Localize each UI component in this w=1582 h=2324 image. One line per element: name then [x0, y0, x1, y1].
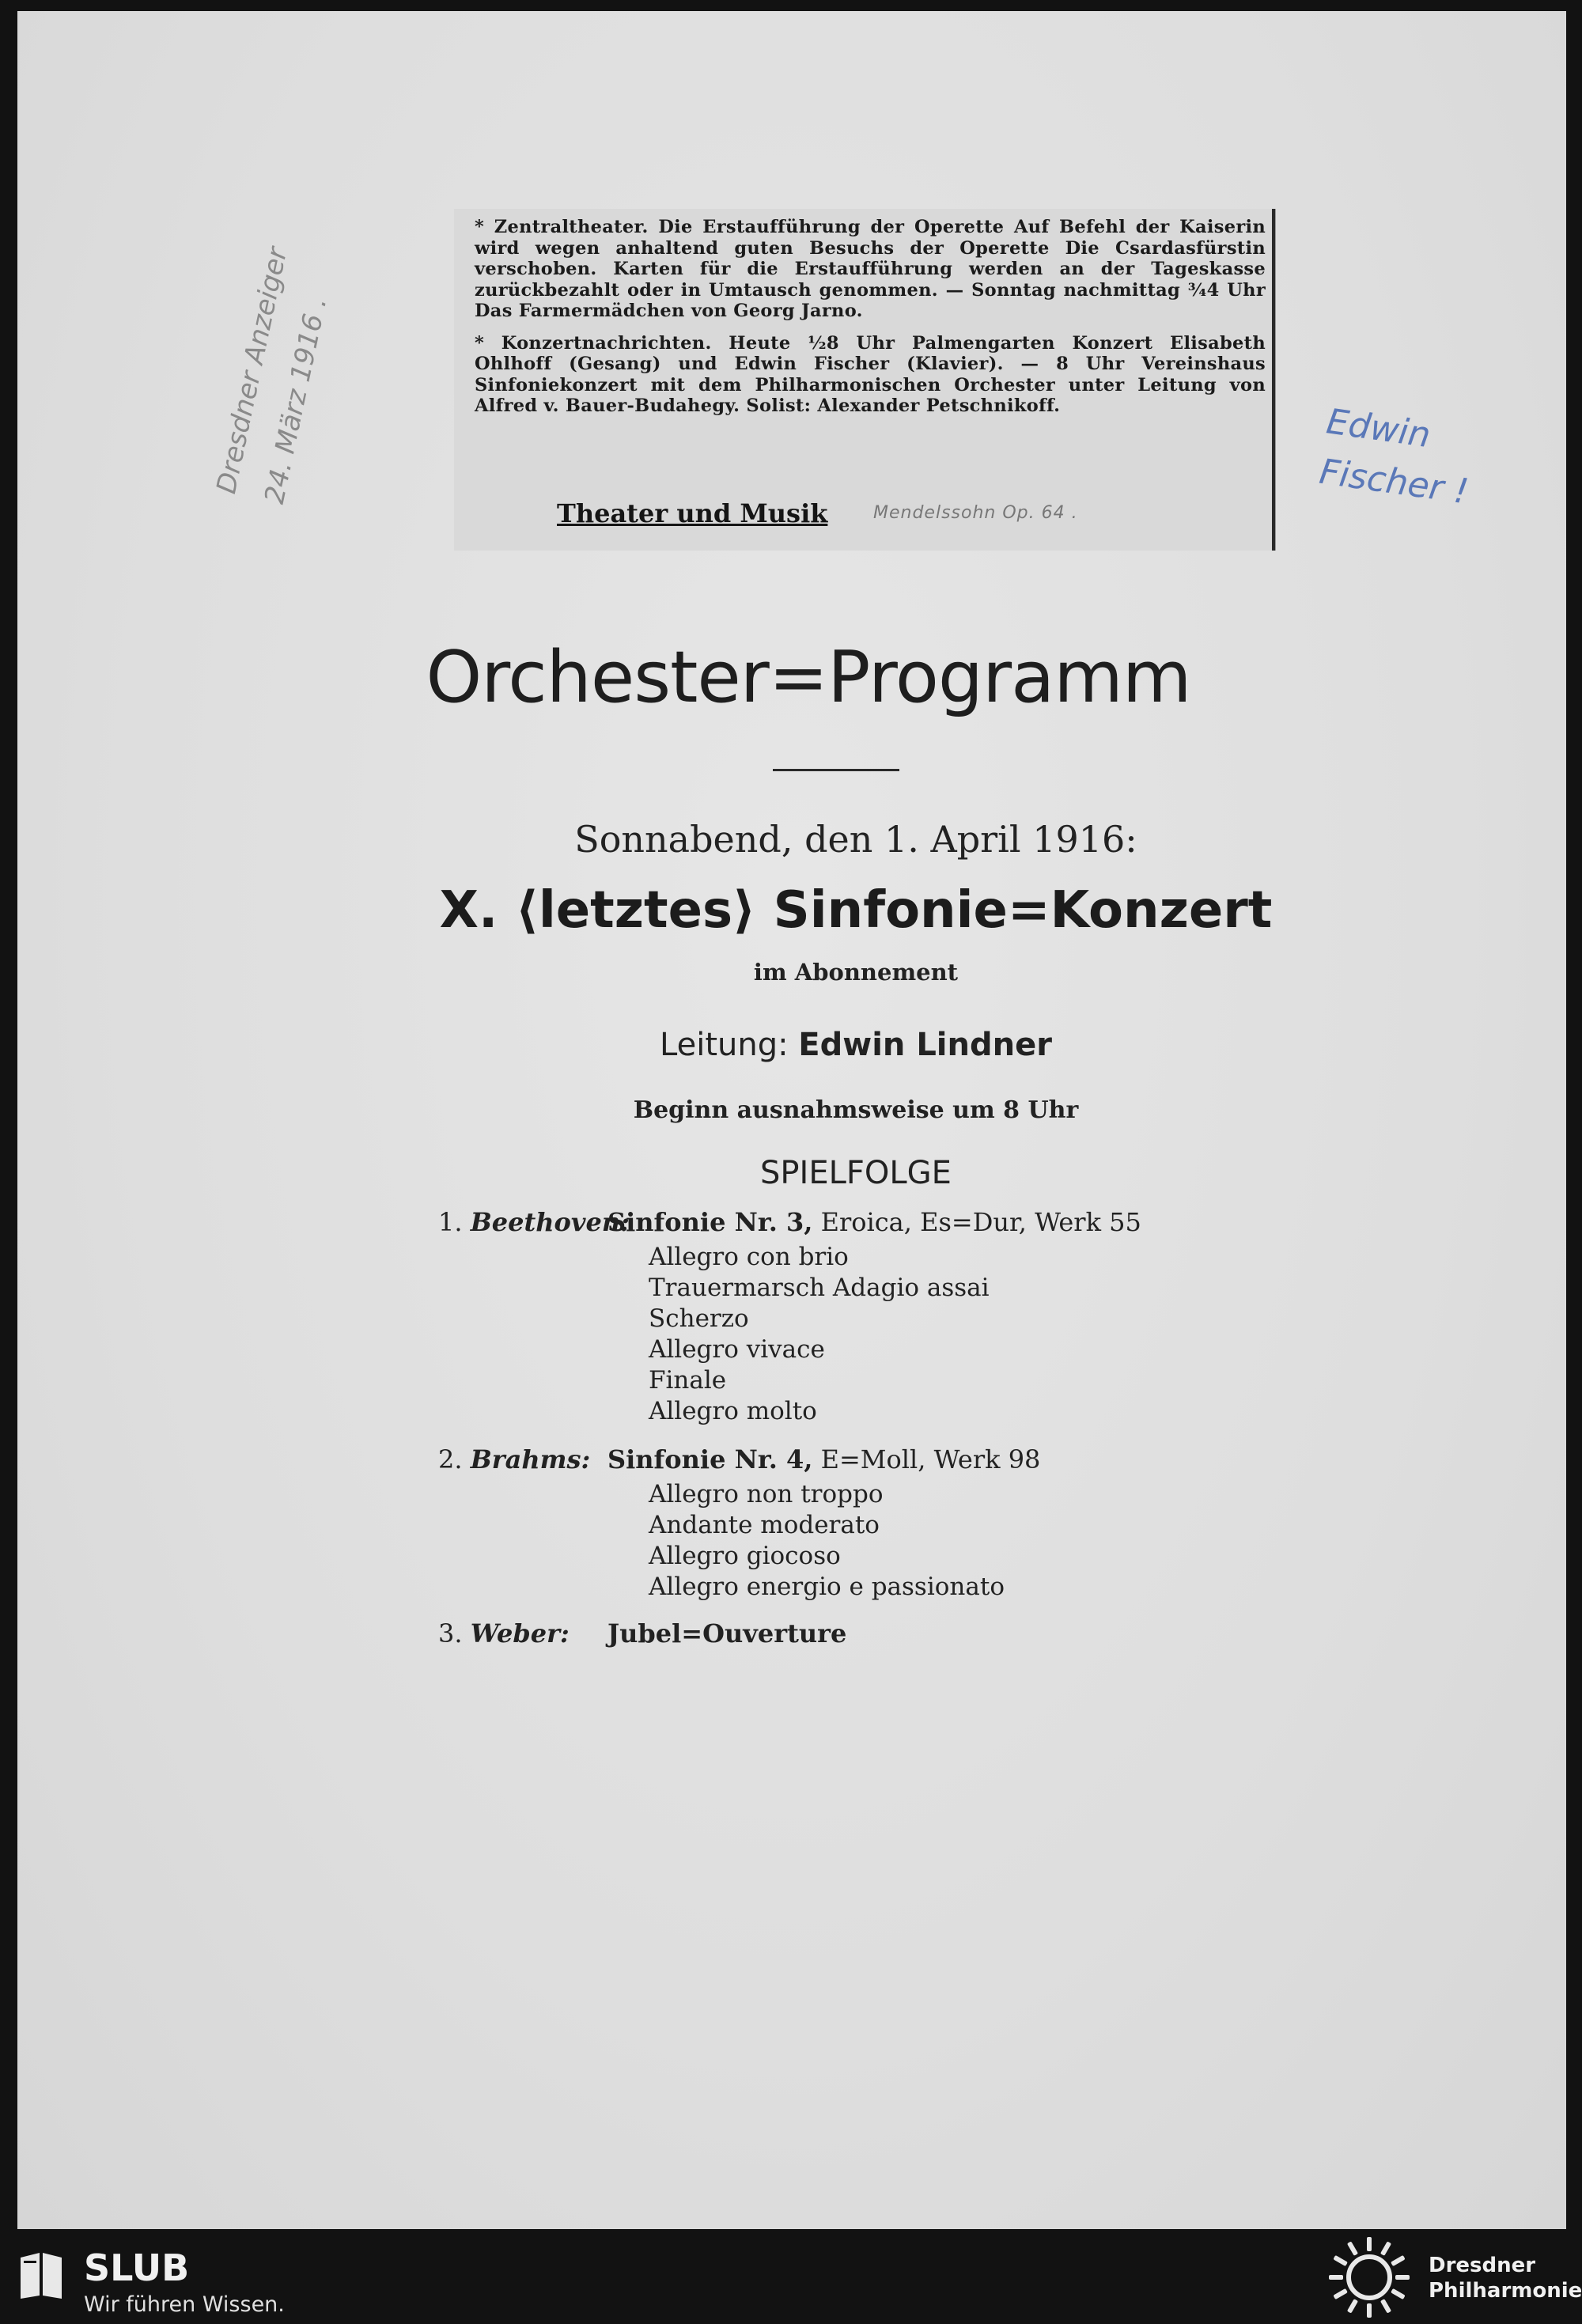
- piece-number: 3.: [438, 1618, 463, 1648]
- piece-work: [607, 1618, 846, 1648]
- slub-tagline: Wir führen Wissen.: [84, 2292, 285, 2317]
- subscription-note: im Abonnement: [753, 959, 959, 986]
- piece-composer: Brahms:: [470, 1444, 591, 1474]
- piece-number: 2.: [438, 1444, 463, 1474]
- slub-book-icon: [17, 2250, 65, 2300]
- clipping-paragraph-theater: * Zentraltheater. Die Erstaufführung der Operette Auf Befehl der Kaiserin wird wegen anhaltend guten Besuchs der Operette Die Csardasfürstin verschoben. Karten für die Erstaufführung werden an der Tageskasse zurückbezahlt oder in Umtausch genommen. — Sonntag nachmittag ¾4 Uhr Das Farmermädchen von Georg Jarno.: [475, 217, 1266, 321]
- program-order-heading: SPIELFOLGE: [760, 1155, 952, 1191]
- movement: Allegro molto: [649, 1397, 817, 1425]
- handwritten-blue-note: Edwin Fischer !: [1316, 401, 1471, 513]
- piece-composer: Beethoven:: [470, 1207, 630, 1237]
- movement: Allegro non troppo: [649, 1480, 884, 1508]
- concert-title: X. ⟨letztes⟩ Sinfonie=Konzert: [439, 881, 1273, 940]
- piece-work: [607, 1444, 1040, 1474]
- partner-name: [1429, 2253, 1582, 2303]
- clipping-heading: Theater und Musik: [557, 498, 828, 528]
- movement: Trauermarsch Adagio assai: [649, 1274, 990, 1302]
- piece-1: [438, 1207, 1141, 1237]
- footer-bar: [0, 2229, 1582, 2324]
- movement: Allegro vivace: [649, 1335, 825, 1364]
- piece-work-details: E=Moll, Werk 98: [812, 1444, 1041, 1474]
- program-title: Orchester=Programm: [426, 636, 1191, 719]
- movement: Finale: [649, 1366, 727, 1395]
- clipping-paragraph-concerts: * Konzertnachrichten. Heute ½8 Uhr Palmengarten Konzert Elisabeth Ohlhoff (Gesang) und Edwin Fischer (Klavier). — 8 Uhr Vereinshaus Sinfoniekonzert mit dem Philharmonischen Orchester unter Leitung von Alfred v. Bauer-Budahegy. Solist: Alexander Petschnikoff.: [475, 332, 1266, 416]
- conductor-label: Leitung:: [660, 1027, 789, 1063]
- piece-2: [438, 1444, 1041, 1474]
- movement: Allegro con brio: [649, 1243, 849, 1271]
- piece-work-details: Eroica, Es=Dur, Werk 55: [812, 1207, 1141, 1237]
- scanned-page: [17, 11, 1566, 2229]
- title-divider: [773, 769, 899, 771]
- piece-work: [607, 1207, 1141, 1237]
- conductor-line: [17, 1027, 1582, 1063]
- clipping-text: [475, 217, 1266, 428]
- piece-1-movements: [649, 1242, 990, 1427]
- piece-number: 1.: [438, 1207, 463, 1237]
- piece-work-title: Sinfonie Nr. 4,: [607, 1444, 813, 1474]
- newspaper-clipping: [454, 209, 1275, 551]
- piece-composer: Weber:: [470, 1618, 570, 1648]
- philharmonie-sun-logo-icon: [1326, 2234, 1413, 2321]
- piece-work-title: Jubel=Ouverture: [607, 1618, 847, 1648]
- piece-work-title: Sinfonie Nr. 3,: [607, 1207, 813, 1237]
- movement: Andante moderato: [649, 1511, 880, 1539]
- start-note: Beginn ausnahmsweise um 8 Uhr: [633, 1096, 1079, 1124]
- clipping-handwritten-note: Mendelssohn Op. 64 .: [873, 503, 1078, 523]
- movement: Allegro energio e passionato: [649, 1573, 1005, 1601]
- conductor-name: Edwin Lindner: [798, 1027, 1052, 1063]
- slub-name: SLUB: [84, 2246, 190, 2289]
- movement: Allegro giocoso: [649, 1542, 841, 1570]
- piece-2-movements: [649, 1479, 1005, 1603]
- movement: Scherzo: [649, 1304, 749, 1333]
- partner-name-line-2: Philharmonie: [1429, 2279, 1582, 2303]
- concert-date: Sonnabend, den 1. April 1916:: [574, 818, 1137, 861]
- partner-name-line-1: Dresdner: [1429, 2254, 1536, 2277]
- piece-3: [438, 1618, 847, 1648]
- handwritten-source-note: Dresdner Anzeiger 24. März 1916 .: [210, 244, 334, 507]
